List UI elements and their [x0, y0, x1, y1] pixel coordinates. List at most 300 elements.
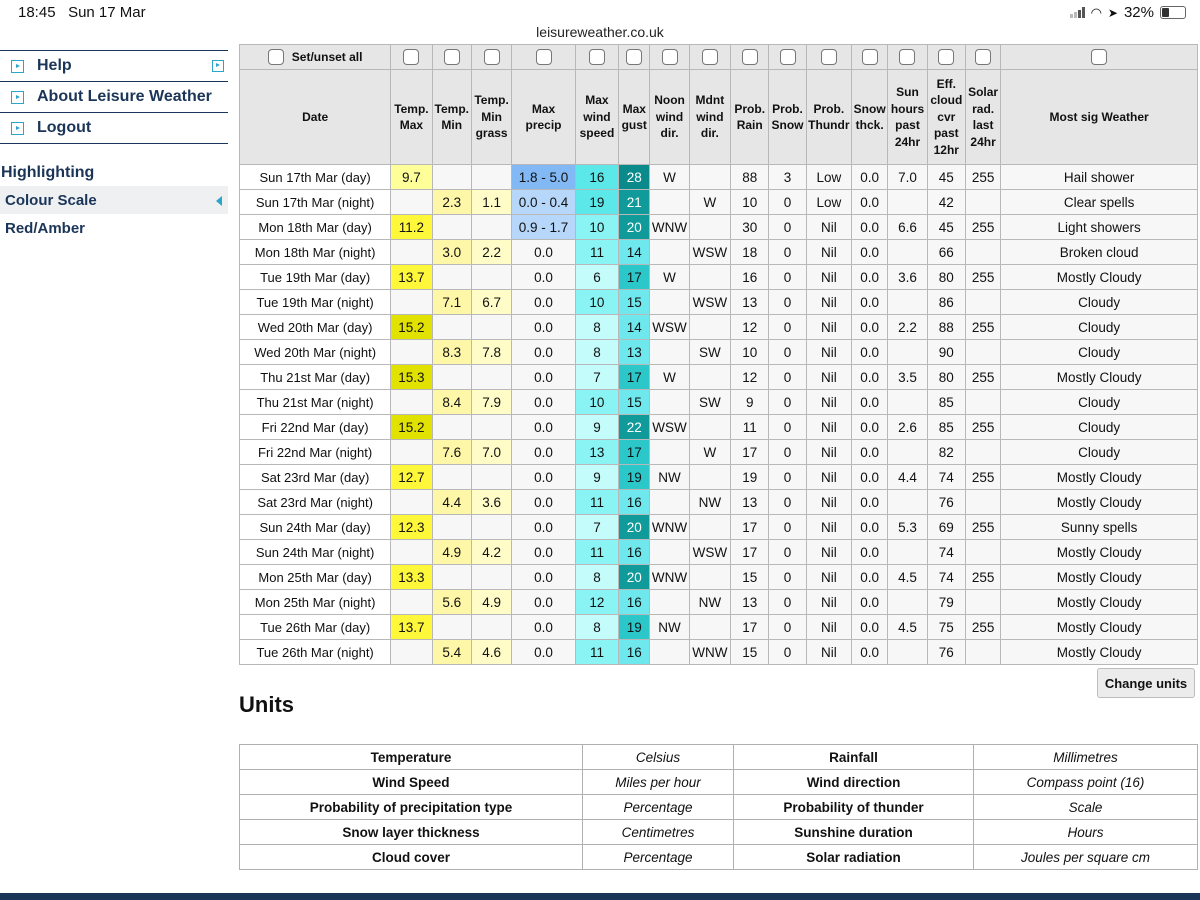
battery-icon — [1160, 6, 1186, 19]
cell-sun — [888, 190, 927, 215]
column-header: Most sig Weather — [1001, 70, 1198, 165]
cell-tgrass: 6.7 — [471, 290, 511, 315]
cell-date: Fri 22nd Mar (day) — [240, 415, 391, 440]
cell-pthun: Nil — [806, 590, 851, 615]
cell-psnow: 0 — [769, 590, 806, 615]
cell-pthun: Nil — [806, 615, 851, 640]
cell-wind: 10 — [575, 290, 618, 315]
cell-cloud: 80 — [927, 365, 965, 390]
cell-precip: 0.0 - 0.4 — [512, 190, 576, 215]
highlight-option-colour-scale[interactable]: Colour Scale — [0, 186, 228, 214]
cell-date: Sun 17th Mar (day) — [240, 165, 391, 190]
cell-pthun: Nil — [806, 515, 851, 540]
sidebar-item-logout[interactable] — [0, 112, 228, 143]
column-toggle-cell[interactable] — [852, 45, 888, 70]
cell-snow: 0.0 — [852, 315, 888, 340]
cell-prain: 11 — [731, 415, 769, 440]
cell-precip: 0.0 — [512, 340, 576, 365]
cell-weather: Mostly Cloudy — [1001, 540, 1198, 565]
cell-tmin — [432, 365, 471, 390]
column-toggle-cell[interactable] — [927, 45, 965, 70]
cell-solar: 255 — [965, 265, 1000, 290]
cell-psnow: 0 — [769, 315, 806, 340]
column-toggle-cell[interactable] — [769, 45, 806, 70]
cell-precip: 0.0 — [512, 265, 576, 290]
units-table — [239, 744, 1198, 870]
cell-date: Sat 23rd Mar (day) — [240, 465, 391, 490]
cell-weather: Mostly Cloudy — [1001, 565, 1198, 590]
cell-date: Mon 18th Mar (night) — [240, 240, 391, 265]
cell-sun: 3.5 — [888, 365, 927, 390]
cell-cloud: 86 — [927, 290, 965, 315]
cell-solar — [965, 190, 1000, 215]
cell-prain: 10 — [731, 190, 769, 215]
column-header: Max precip — [512, 70, 576, 165]
cell-date: Thu 21st Mar (night) — [240, 390, 391, 415]
cell-psnow: 0 — [769, 515, 806, 540]
table-row — [240, 265, 1198, 290]
cell-weather: Cloudy — [1001, 290, 1198, 315]
column-toggle-checkbox[interactable] — [626, 49, 642, 65]
cell-weather: Sunny spells — [1001, 515, 1198, 540]
cell-precip: 0.0 — [512, 490, 576, 515]
unit-value: Centimetres — [583, 820, 734, 845]
cell-noon: W — [650, 165, 689, 190]
unit-quantity: Rainfall — [734, 745, 974, 770]
table-row — [240, 215, 1198, 240]
cell-gust: 17 — [619, 365, 650, 390]
cell-prain: 17 — [731, 540, 769, 565]
column-header: Noon wind dir. — [650, 70, 689, 165]
cell-tgrass — [471, 365, 511, 390]
table-row — [240, 615, 1198, 640]
cell-cloud: 74 — [927, 465, 965, 490]
cell-sun: 4.5 — [888, 565, 927, 590]
column-header: Temp. Max — [391, 70, 432, 165]
column-toggle-cell[interactable] — [432, 45, 471, 70]
cell-sun: 3.6 — [888, 265, 927, 290]
table-row — [240, 390, 1198, 415]
column-toggle-checkbox[interactable] — [702, 49, 718, 65]
column-toggle-checkbox[interactable] — [938, 49, 954, 65]
cell-sun: 4.5 — [888, 615, 927, 640]
column-header: Temp. Min grass — [471, 70, 511, 165]
cell-tmax — [391, 340, 432, 365]
cell-snow: 0.0 — [852, 165, 888, 190]
cell-gust: 20 — [619, 515, 650, 540]
cell-snow: 0.0 — [852, 565, 888, 590]
column-header: Prob. Rain — [731, 70, 769, 165]
cell-tmin — [432, 315, 471, 340]
cell-precip: 0.0 — [512, 290, 576, 315]
column-header: Temp. Min — [432, 70, 471, 165]
cell-wind: 11 — [575, 240, 618, 265]
column-toggle-checkbox[interactable] — [862, 49, 878, 65]
table-row — [240, 315, 1198, 340]
cell-mdnt: SW — [689, 390, 730, 415]
selected-indicator-icon — [216, 196, 222, 206]
cell-gust: 22 — [619, 415, 650, 440]
cell-wind: 7 — [575, 365, 618, 390]
cell-solar — [965, 340, 1000, 365]
cell-gust: 20 — [619, 215, 650, 240]
cell-prain: 17 — [731, 515, 769, 540]
set-unset-all-checkbox[interactable] — [268, 49, 284, 65]
column-header: Eff. cloud cvr past 12hr — [927, 70, 965, 165]
cell-weather: Mostly Cloudy — [1001, 265, 1198, 290]
cell-tmin: 5.6 — [432, 590, 471, 615]
table-row — [240, 440, 1198, 465]
unit-value: Percentage — [583, 795, 734, 820]
cell-tmin: 7.6 — [432, 440, 471, 465]
table-row — [240, 190, 1198, 215]
cell-cloud: 82 — [927, 440, 965, 465]
cell-prain: 9 — [731, 390, 769, 415]
column-toggle-checkbox[interactable] — [899, 49, 915, 65]
cell-mdnt — [689, 215, 730, 240]
cell-date: Tue 26th Mar (day) — [240, 615, 391, 640]
cell-cloud: 80 — [927, 265, 965, 290]
unit-quantity: Wind Speed — [240, 770, 583, 795]
cell-prain: 13 — [731, 490, 769, 515]
cell-precip: 0.0 — [512, 390, 576, 415]
column-toggle-checkbox[interactable] — [444, 49, 460, 65]
cell-tgrass — [471, 565, 511, 590]
cell-cloud: 69 — [927, 515, 965, 540]
column-header: Date — [240, 70, 391, 165]
cell-psnow: 0 — [769, 190, 806, 215]
cell-pthun: Nil — [806, 465, 851, 490]
cell-date: Mon 18th Mar (day) — [240, 215, 391, 240]
cell-solar: 255 — [965, 565, 1000, 590]
cell-tmax — [391, 290, 432, 315]
cell-tgrass — [471, 315, 511, 340]
cell-mdnt: WSW — [689, 240, 730, 265]
cell-psnow: 0 — [769, 490, 806, 515]
unit-value: Compass point (16) — [974, 770, 1198, 795]
cell-pthun: Nil — [806, 240, 851, 265]
cell-tmin — [432, 165, 471, 190]
cell-tgrass: 7.0 — [471, 440, 511, 465]
table-row — [240, 165, 1198, 190]
cell-prain: 30 — [731, 215, 769, 240]
cell-precip: 0.0 — [512, 240, 576, 265]
arrow-box-icon — [11, 122, 24, 135]
cell-wind: 10 — [575, 215, 618, 240]
column-toggle-cell[interactable] — [391, 45, 432, 70]
cell-psnow: 0 — [769, 365, 806, 390]
table-row — [240, 565, 1198, 590]
cell-snow: 0.0 — [852, 215, 888, 240]
cell-sun: 2.2 — [888, 315, 927, 340]
cell-gust: 16 — [619, 490, 650, 515]
cell-wind: 8 — [575, 315, 618, 340]
column-toggle-checkbox[interactable] — [975, 49, 991, 65]
table-row — [240, 340, 1198, 365]
set-unset-all[interactable]: Set/unset all — [240, 45, 391, 70]
cell-psnow: 0 — [769, 640, 806, 665]
cell-noon: WSW — [650, 315, 689, 340]
cell-gust: 19 — [619, 615, 650, 640]
cell-gust: 16 — [619, 590, 650, 615]
cell-precip: 0.0 — [512, 315, 576, 340]
cell-prain: 18 — [731, 240, 769, 265]
expand-icon[interactable] — [212, 60, 224, 72]
cell-mdnt — [689, 615, 730, 640]
column-toggle-cell[interactable] — [689, 45, 730, 70]
cell-precip: 0.0 — [512, 465, 576, 490]
cell-cloud: 85 — [927, 390, 965, 415]
cell-solar — [965, 640, 1000, 665]
cell-gust: 19 — [619, 465, 650, 490]
cell-pthun: Nil — [806, 315, 851, 340]
cell-wind: 16 — [575, 165, 618, 190]
cell-solar: 255 — [965, 415, 1000, 440]
cell-precip: 1.8 - 5.0 — [512, 165, 576, 190]
cell-gust: 16 — [619, 640, 650, 665]
column-toggle-checkbox[interactable] — [403, 49, 419, 65]
arrow-box-icon — [11, 60, 24, 73]
cell-mdnt — [689, 515, 730, 540]
cell-noon — [650, 590, 689, 615]
column-toggle-checkbox[interactable] — [536, 49, 552, 65]
cell-noon — [650, 490, 689, 515]
column-header: Snow thck. — [852, 70, 888, 165]
column-toggle-checkbox[interactable] — [589, 49, 605, 65]
table-row — [240, 365, 1198, 390]
cell-solar — [965, 240, 1000, 265]
column-toggle-cell[interactable] — [575, 45, 618, 70]
cell-weather: Cloudy — [1001, 315, 1198, 340]
cell-cloud: 66 — [927, 240, 965, 265]
table-row — [240, 540, 1198, 565]
table-row — [240, 290, 1198, 315]
cell-mdnt: WSW — [689, 540, 730, 565]
cell-snow: 0.0 — [852, 340, 888, 365]
cell-tgrass: 3.6 — [471, 490, 511, 515]
cell-pthun: Low — [806, 190, 851, 215]
column-header: Sun hours past 24hr — [888, 70, 927, 165]
cell-date: Sun 17th Mar (night) — [240, 190, 391, 215]
column-toggle-checkbox[interactable] — [662, 49, 678, 65]
column-header: Max gust — [619, 70, 650, 165]
change-units-button[interactable]: Change units — [1097, 668, 1195, 698]
cell-tgrass: 4.2 — [471, 540, 511, 565]
cell-weather: Clear spells — [1001, 190, 1198, 215]
cell-tgrass: 4.6 — [471, 640, 511, 665]
column-toggle-cell[interactable] — [888, 45, 927, 70]
cell-snow: 0.0 — [852, 515, 888, 540]
cell-weather: Cloudy — [1001, 390, 1198, 415]
cell-precip: 0.0 — [512, 565, 576, 590]
column-toggle-checkbox[interactable] — [484, 49, 500, 65]
cell-pthun: Nil — [806, 265, 851, 290]
cell-weather: Mostly Cloudy — [1001, 590, 1198, 615]
cell-solar — [965, 390, 1000, 415]
cell-noon — [650, 290, 689, 315]
cell-sun — [888, 490, 927, 515]
cell-date: Mon 25th Mar (day) — [240, 565, 391, 590]
cell-prain: 17 — [731, 615, 769, 640]
cell-cloud: 88 — [927, 315, 965, 340]
cell-precip: 0.0 — [512, 540, 576, 565]
cell-cloud: 45 — [927, 215, 965, 240]
cell-snow: 0.0 — [852, 615, 888, 640]
cell-mdnt: W — [689, 440, 730, 465]
cell-date: Tue 26th Mar (night) — [240, 640, 391, 665]
cell-precip: 0.0 — [512, 515, 576, 540]
unit-value: Millimetres — [974, 745, 1198, 770]
column-toggle-cell[interactable] — [512, 45, 576, 70]
column-toggle-cell[interactable] — [731, 45, 769, 70]
cell-solar — [965, 590, 1000, 615]
column-toggle-checkbox[interactable] — [742, 49, 758, 65]
cell-solar: 255 — [965, 515, 1000, 540]
cell-sun — [888, 290, 927, 315]
column-toggle-checkbox[interactable] — [821, 49, 837, 65]
cell-tmax: 13.3 — [391, 565, 432, 590]
cell-tmin: 8.4 — [432, 390, 471, 415]
table-header-row — [240, 70, 1198, 165]
table-row — [240, 465, 1198, 490]
cell-date: Fri 22nd Mar (night) — [240, 440, 391, 465]
cell-snow: 0.0 — [852, 415, 888, 440]
units-row — [240, 820, 1198, 845]
cell-psnow: 0 — [769, 565, 806, 590]
cell-cloud: 74 — [927, 565, 965, 590]
column-header: Prob. Thundr — [806, 70, 851, 165]
cell-date: Sat 23rd Mar (night) — [240, 490, 391, 515]
cell-noon — [650, 390, 689, 415]
cell-noon — [650, 240, 689, 265]
column-toggle-checkbox[interactable] — [1091, 49, 1107, 65]
cell-psnow: 0 — [769, 615, 806, 640]
column-toggle-cell[interactable] — [806, 45, 851, 70]
cell-wind: 11 — [575, 640, 618, 665]
cell-pthun: Nil — [806, 340, 851, 365]
cell-noon — [650, 190, 689, 215]
column-toggle-cell[interactable] — [650, 45, 689, 70]
cell-psnow: 3 — [769, 165, 806, 190]
cell-precip: 0.0 — [512, 415, 576, 440]
cell-prain: 12 — [731, 315, 769, 340]
cell-wind: 9 — [575, 465, 618, 490]
cell-tmax: 15.2 — [391, 315, 432, 340]
cell-wind: 11 — [575, 540, 618, 565]
cell-tgrass — [471, 165, 511, 190]
cell-gust: 15 — [619, 290, 650, 315]
cell-gust: 21 — [619, 190, 650, 215]
cell-pthun: Nil — [806, 565, 851, 590]
cell-prain: 17 — [731, 440, 769, 465]
cell-noon — [650, 540, 689, 565]
cell-prain: 13 — [731, 290, 769, 315]
cell-tmax — [391, 640, 432, 665]
sidebar-item-label: Logout — [37, 119, 92, 136]
unit-value: Joules per square cm — [974, 845, 1198, 870]
cell-noon: NW — [650, 615, 689, 640]
cell-tgrass — [471, 265, 511, 290]
cell-noon: WSW — [650, 415, 689, 440]
cell-weather: Cloudy — [1001, 440, 1198, 465]
cell-tmin — [432, 515, 471, 540]
cell-weather: Hail shower — [1001, 165, 1198, 190]
cell-pthun: Nil — [806, 540, 851, 565]
cell-tmin: 2.3 — [432, 190, 471, 215]
cell-prain: 10 — [731, 340, 769, 365]
column-toggle-cell[interactable] — [1001, 45, 1198, 70]
cell-tmin — [432, 565, 471, 590]
cell-tmax — [391, 540, 432, 565]
highlight-option-red-amber[interactable]: Red/Amber — [5, 219, 86, 237]
cell-tmax: 12.3 — [391, 515, 432, 540]
column-header: Prob. Snow — [769, 70, 806, 165]
cell-mdnt — [689, 165, 730, 190]
cell-mdnt — [689, 415, 730, 440]
address-bar-url[interactable]: leisureweather.co.uk — [536, 24, 664, 40]
column-header: Solar rad. last 24hr — [965, 70, 1000, 165]
cell-tmax: 15.2 — [391, 415, 432, 440]
sidebar-item-help[interactable] — [0, 50, 228, 81]
column-toggle-cell[interactable] — [619, 45, 650, 70]
cell-wind: 6 — [575, 265, 618, 290]
cell-pthun: Nil — [806, 440, 851, 465]
column-toggle-cell[interactable] — [965, 45, 1000, 70]
cell-date: Sun 24th Mar (day) — [240, 515, 391, 540]
unit-value: Percentage — [583, 845, 734, 870]
unit-value: Celsius — [583, 745, 734, 770]
cell-solar: 255 — [965, 365, 1000, 390]
cell-mdnt: WSW — [689, 290, 730, 315]
cell-gust: 16 — [619, 540, 650, 565]
cell-tmax — [391, 390, 432, 415]
table-row — [240, 490, 1198, 515]
cell-date: Wed 20th Mar (day) — [240, 315, 391, 340]
cell-tmax: 11.2 — [391, 215, 432, 240]
units-row — [240, 745, 1198, 770]
cell-mdnt: NW — [689, 590, 730, 615]
cell-date: Tue 19th Mar (day) — [240, 265, 391, 290]
cell-prain: 88 — [731, 165, 769, 190]
cell-psnow: 0 — [769, 240, 806, 265]
cell-solar — [965, 290, 1000, 315]
cell-snow: 0.0 — [852, 365, 888, 390]
column-toggle-checkbox[interactable] — [780, 49, 796, 65]
cell-precip: 0.0 — [512, 615, 576, 640]
cell-tmin: 7.1 — [432, 290, 471, 315]
cell-pthun: Nil — [806, 290, 851, 315]
cell-tmin: 8.3 — [432, 340, 471, 365]
cell-gust: 28 — [619, 165, 650, 190]
cell-tmax — [391, 240, 432, 265]
cell-tgrass: 7.8 — [471, 340, 511, 365]
column-header: Mdnt wind dir. — [689, 70, 730, 165]
cell-date: Tue 19th Mar (night) — [240, 290, 391, 315]
cell-sun: 5.3 — [888, 515, 927, 540]
cell-tmin — [432, 415, 471, 440]
column-toggle-cell[interactable] — [471, 45, 511, 70]
cell-tgrass — [471, 615, 511, 640]
cell-gust: 13 — [619, 340, 650, 365]
location-icon: ➤ — [1107, 5, 1118, 20]
cell-tgrass: 2.2 — [471, 240, 511, 265]
cell-noon: WNW — [650, 515, 689, 540]
arrow-box-icon — [11, 91, 24, 104]
sidebar-item-about[interactable] — [0, 81, 228, 112]
cell-sun — [888, 390, 927, 415]
cell-wind: 7 — [575, 515, 618, 540]
cell-tgrass — [471, 515, 511, 540]
